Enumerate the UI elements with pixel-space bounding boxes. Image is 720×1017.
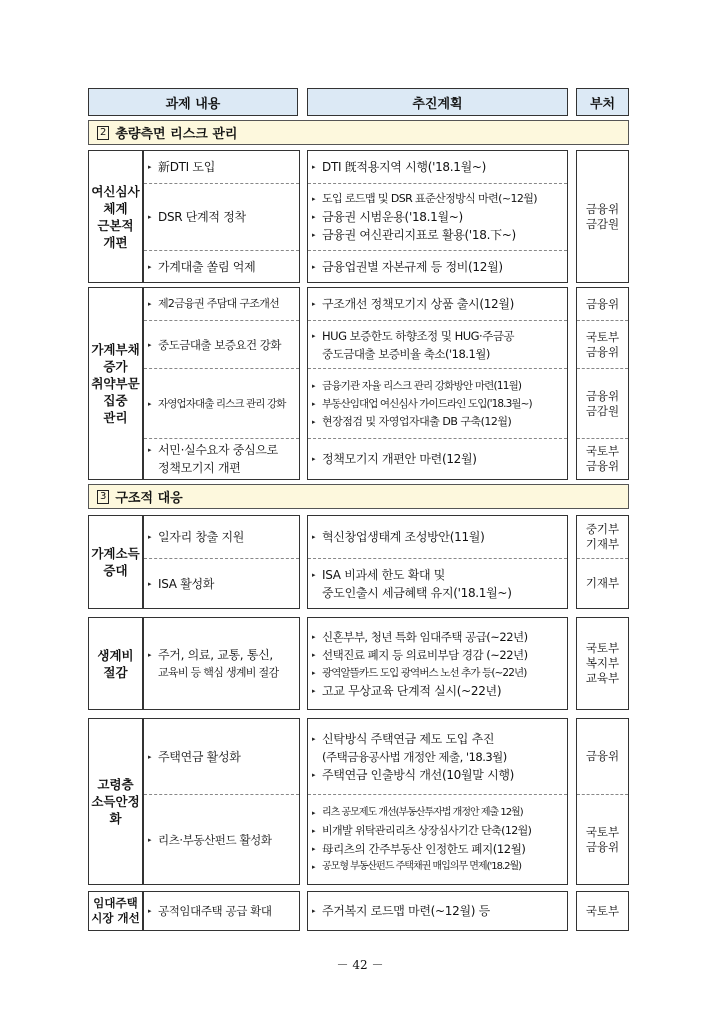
group-6-agencies: [576, 891, 629, 931]
group-5-tasks: [143, 718, 300, 885]
plan-text: HUG 보증한도 하향조정 및 HUG·주금공: [322, 328, 515, 343]
plan-row: [308, 438, 567, 479]
plan-text: 구조개선 정책모기지 상품 출시(12월): [322, 297, 515, 311]
group-6-label: 임대주택 시장 개선: [88, 891, 143, 931]
plan-text: 신탁방식 주택연금 제도 도입 추진: [322, 731, 495, 746]
task-row: [144, 250, 299, 282]
task-row: [144, 618, 299, 709]
task-text: 정책모기지 개편: [158, 461, 241, 475]
task-text: 서민·실수요자 중심으로: [158, 443, 278, 457]
plan-text: 광역알뜰카드 도입 광역버스 노선 추가 등(~22년): [322, 666, 527, 679]
triangle-bullet-icon: ▸: [148, 835, 152, 844]
plan-row: [308, 558, 567, 608]
group-1-tasks: [143, 150, 300, 283]
header-task-label: 과제 내용: [165, 96, 221, 112]
section-3-number: 3: [97, 490, 109, 504]
plan-text: 금융업권별 자본규제 등 정비(12월): [322, 259, 503, 274]
triangle-bullet-icon: ▸: [312, 844, 316, 853]
plan-text: 비개발 위탁관리리츠 상장심사기간 단축(12월): [322, 823, 532, 837]
triangle-bullet-icon: ▸: [312, 650, 316, 659]
plan-row: [308, 368, 567, 438]
triangle-bullet-icon: ▸: [312, 826, 316, 835]
triangle-bullet-icon: ▸: [148, 907, 152, 915]
task-text: 중도금대출 보증요건 강화: [158, 337, 282, 352]
agency-cell: 금융위 금감원: [577, 368, 628, 438]
triangle-bullet-icon: ▸: [148, 213, 152, 221]
plan-row: [308, 320, 567, 368]
plan-text: 현장점검 및 자영업자대출 DB 구축(12월): [322, 414, 512, 428]
triangle-bullet-icon: ▸: [148, 533, 152, 541]
triangle-bullet-icon: ▸: [312, 668, 316, 677]
plan-row: [308, 250, 567, 282]
triangle-bullet-icon: ▸: [148, 262, 152, 271]
triangle-bullet-icon: ▸: [148, 579, 152, 588]
header-task: [88, 88, 298, 116]
plan-text: (주택금융공사법 개정안 제출, '18.3월): [322, 749, 507, 764]
plan-text: 중도인출시 세금혜택 유지('18.1월~): [322, 585, 512, 600]
task-row: [144, 183, 299, 251]
group-4-label: 생계비 절감: [88, 617, 143, 710]
task-row: [144, 151, 299, 183]
triangle-bullet-icon: ▸: [312, 570, 316, 579]
task-text: 주택연금 활성화: [158, 749, 241, 764]
task-row: [144, 288, 299, 320]
group-1-label: 여신심사 체계 근본적 개편: [88, 150, 143, 283]
triangle-bullet-icon: ▸: [148, 650, 152, 659]
triangle-bullet-icon: ▸: [312, 162, 316, 171]
plan-text: 주택연금 인출방식 개선(10월말 시행): [322, 767, 515, 782]
triangle-bullet-icon: ▸: [312, 632, 316, 641]
section-3: [88, 484, 629, 509]
plan-text: 신혼부부, 청년 특화 임대주택 공급(~22년): [322, 629, 528, 644]
plan-row: [308, 288, 567, 320]
agency-cell: 중기부 기재부: [585, 522, 620, 551]
triangle-bullet-icon: ▸: [312, 907, 316, 915]
plan-text: 선택진료 폐지 등 의료비부담 경감 (~22년): [322, 647, 528, 662]
plan-text: DTI 旣적용지역 시행('18.1월~): [322, 159, 487, 174]
task-row: [144, 516, 299, 558]
triangle-bullet-icon: ▸: [312, 686, 316, 695]
group-3-label: 가계소득 증대: [88, 515, 143, 609]
group-2-label: 가계부채 증가 취약부문 집중 관리: [88, 287, 143, 480]
task-row: [144, 794, 299, 884]
group-2-plans: [307, 287, 568, 480]
task-text: 리츠·부동산펀드 활성화: [158, 832, 272, 847]
plan-text: 금융권 여신관리지표로 활용('18.下~): [322, 228, 516, 242]
plan-row: [308, 151, 567, 183]
section-2-number: 2: [97, 126, 109, 140]
plan-text: 공모형 부동산펀드 주택채권 매입의무 면제('18.2월): [322, 860, 522, 872]
header-dept: [576, 88, 629, 116]
header-plan: [307, 88, 568, 116]
plan-text: 고교 무상교육 단계적 실시(~22년): [322, 683, 502, 698]
task-row: [144, 320, 299, 368]
task-row: [144, 719, 299, 794]
group-3-plans: [307, 515, 568, 609]
group-4-agencies: [576, 617, 629, 710]
triangle-bullet-icon: ▸: [312, 331, 316, 340]
group-6-plans: [307, 891, 568, 931]
plan-text: 금융권 시범운용('18.1월~): [322, 210, 463, 224]
agency-cell: 금융위: [585, 749, 620, 763]
task-row: [144, 368, 299, 438]
triangle-bullet-icon: ▸: [148, 300, 152, 308]
triangle-bullet-icon: ▸: [148, 752, 152, 761]
group-3-tasks: [143, 515, 300, 609]
triangle-bullet-icon: ▸: [312, 213, 316, 221]
plan-text: 혁신창업생태계 조성방안(11월): [322, 530, 485, 544]
section-2: [88, 120, 629, 145]
plan-text: 리츠 공모제도 개선(부동산투자법 개정안 제출 12월): [322, 806, 523, 818]
triangle-bullet-icon: ▸: [312, 300, 316, 308]
plan-text: 母리츠의 간주부동산 인정한도 폐지(12월): [322, 841, 526, 856]
group-5-plans: [307, 718, 568, 885]
agency-cell: 국토부 금융위: [577, 794, 628, 884]
group-1-plans: [307, 150, 568, 283]
plan-text: 중도금대출 보증비율 축소('18.1월): [322, 346, 490, 361]
triangle-bullet-icon: ▸: [148, 162, 152, 171]
triangle-bullet-icon: ▸: [148, 340, 152, 349]
triangle-bullet-icon: ▸: [148, 399, 152, 408]
triangle-bullet-icon: ▸: [312, 862, 316, 871]
plan-text: 주거복지 로드맵 마련(~12월) 등: [322, 904, 490, 918]
agency-cell: 금융위: [585, 296, 620, 311]
group-5-label: 고령층 소득안정화: [88, 718, 143, 885]
group-4-plans: [307, 617, 568, 710]
header-dept-label: 부처: [589, 96, 616, 112]
section-2-title: 총량측면 리스크 관리: [115, 127, 238, 142]
task-row: [144, 558, 299, 608]
section-3-title: 구조적 대응: [115, 491, 183, 506]
agency-cell: 국토부 복지부 교육부: [585, 641, 620, 685]
triangle-bullet-icon: ▸: [312, 734, 316, 743]
task-text: 교육비 등 핵심 생계비 절감: [158, 665, 279, 679]
triangle-bullet-icon: ▸: [312, 417, 316, 426]
agency-cell: 기재부: [577, 558, 628, 608]
group-1-agencies: [576, 150, 629, 283]
plan-text: 금융기관 자율 리스크 관리 강화방안 마련(11월): [322, 379, 522, 392]
triangle-bullet-icon: ▸: [312, 381, 316, 390]
agency-cell: 금융위 금감원: [585, 201, 620, 231]
group-2-tasks: [143, 287, 300, 480]
triangle-bullet-icon: ▸: [312, 231, 316, 239]
task-text: 자영업자대출 리스크 관리 강화: [158, 397, 286, 410]
triangle-bullet-icon: ▸: [312, 399, 316, 408]
group-3-agencies: [576, 515, 629, 609]
triangle-bullet-icon: ▸: [312, 533, 316, 541]
task-text: 제2금융권 주담대 구조개선: [158, 297, 280, 310]
plan-text: 도입 로드맵 및 DSR 표준산정방식 마련(~12월): [322, 192, 537, 205]
triangle-bullet-icon: ▸: [312, 770, 316, 779]
task-row: [144, 438, 299, 479]
task-text: ISA 활성화: [158, 576, 215, 591]
plan-text: 부동산임대업 여신심사 가이드라인 도입('18.3월~): [322, 397, 532, 410]
plan-row: [308, 892, 567, 930]
plan-row: [308, 516, 567, 558]
triangle-bullet-icon: ▸: [312, 808, 316, 817]
task-row: [144, 892, 299, 930]
plan-row: [308, 183, 567, 251]
task-text: 공적임대주택 공급 확대: [158, 904, 272, 918]
task-text: DSR 단계적 정착: [158, 210, 246, 224]
header-plan-label: 추진계획: [412, 96, 463, 112]
group-4-tasks: [143, 617, 300, 710]
group-5-agencies: [576, 718, 629, 885]
plan-row: [308, 618, 567, 709]
agency-cell: 국토부: [585, 903, 620, 918]
triangle-bullet-icon: ▸: [312, 455, 316, 463]
plan-text: ISA 비과세 한도 확대 및: [322, 567, 446, 582]
agency-cell: 국토부 금융위: [577, 320, 628, 368]
triangle-bullet-icon: ▸: [148, 446, 152, 454]
task-text: 주거, 의료, 교통, 통신,: [158, 647, 273, 662]
plan-text: 정책모기지 개편안 마련(12월): [322, 452, 477, 466]
plan-row: [308, 719, 567, 794]
triangle-bullet-icon: ▸: [312, 262, 316, 271]
group-2-agencies: [576, 287, 629, 480]
triangle-bullet-icon: ▸: [312, 195, 316, 203]
page-number: － 42 －: [336, 958, 384, 972]
task-text: 新DTI 도입: [158, 159, 216, 174]
group-6-tasks: [143, 891, 300, 931]
task-text: 가계대출 쏠림 억제: [158, 259, 256, 274]
agency-cell: 국토부 금융위: [577, 438, 628, 479]
plan-row: [308, 794, 567, 884]
task-text: 일자리 창출 지원: [158, 530, 245, 544]
